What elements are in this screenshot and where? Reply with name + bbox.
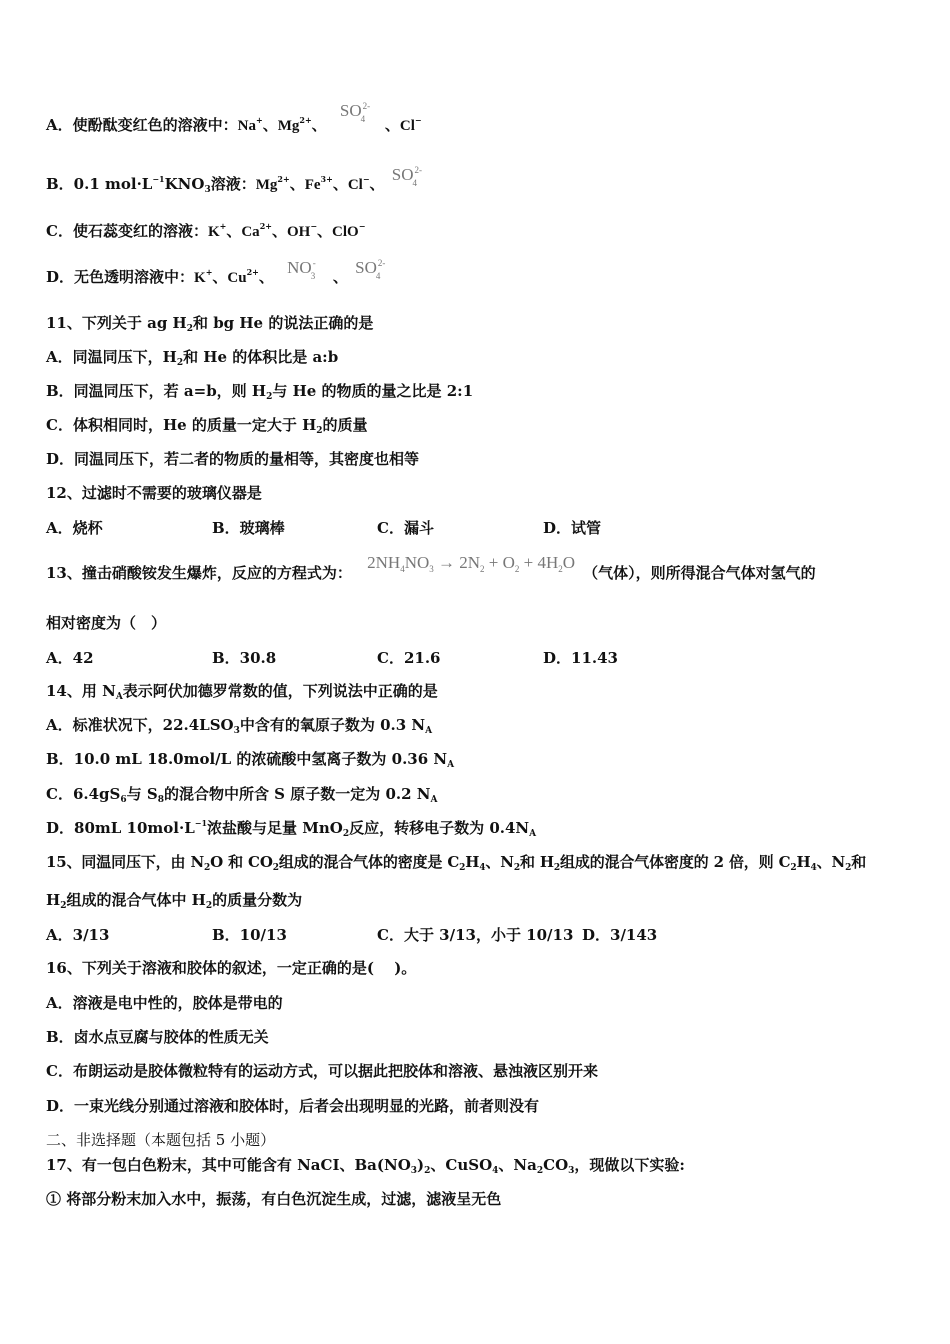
q13-option-a: A．42	[46, 649, 94, 667]
q17-stem: 17、有一包白色粉末，其中可能含有 NaCI、$Ba(NO_3)_2$、CuSO$_4$、$Na_2CO_3$，现做以下实验:	[46, 1156, 685, 1176]
q14-option-c: C．$6.4gS_6$与 $S_8$的混合物中所含 S 原子数一定为 0.2 $N_A$	[46, 785, 438, 805]
q14-option-a: A．标准状况下，$22.4LSO_3$中含有的氧原子数为 0.3 $N_A$	[46, 716, 433, 736]
q15-stem-cont: $H_2$组成的混合气体中 $H_2$的质量分数为	[46, 891, 303, 911]
q17-step-1: ① 将部分粉末加入水中，振荡，有白色沉淀生成，过滤，滤液呈无色	[46, 1190, 502, 1208]
sulfate-formula: SO 2- 4	[391, 165, 423, 188]
q11-option-d: D．同温同压下，若二者的物质的量相等，其密度也相等	[46, 450, 420, 468]
q12-stem: 12、过滤时不需要的玻璃仪器是	[46, 484, 262, 502]
q15-option-c: C．大于 3/13，小于 10/13	[377, 926, 574, 944]
q16-option-c: C．布朗运动是胶体微粒特有的运动方式，可以据此把胶体和溶液、悬浊液区别开来	[46, 1062, 598, 1080]
nitrate-formula: NO - 3	[287, 258, 316, 281]
q11-option-a: A．同温同压下，$H_2$和 He 的体积比是 a:b	[46, 348, 339, 368]
q12-option-c: C．漏斗	[377, 519, 434, 537]
q10-option-b: B．0.1 $mol\cdot L^{-1}KNO_3$溶液：$Mg^{2+}$、$Fe^{3+}$、Cl−、 SO 2- 4	[46, 165, 423, 195]
q16-option-d: D．一束光线分别通过溶液和胶体时，后者会出现明显的光路，前者则没有	[46, 1097, 540, 1115]
q14-option-b: B．10.0 mL 18.0mol/L 的浓硫酸中氢离子数为 0.36 $N_A$	[46, 750, 455, 770]
q11-stem: 11、下列关于 ag $H_2$和 bg He 的说法正确的是	[46, 314, 374, 334]
q13-option-b: B．30.8	[212, 649, 277, 667]
q10-option-a: A．使酚酞变红色的溶液中：Na+、$Mg^{2+}$、 SO 2- 4 、Cl−	[46, 101, 422, 134]
q13-option-d: D．11.43	[543, 649, 618, 667]
q10-option-d: D．无色透明溶液中：K+、$Cu^{2+}$、 NO - 3 、 SO 2- 4	[46, 258, 386, 286]
q14-stem: 14、用 $N_A$表示阿伏加德罗常数的值，下列说法中正确的是	[46, 682, 438, 702]
q15-option-a: A．3/13	[46, 926, 110, 944]
q11-option-c: C．体积相同时，He 的质量一定大于 $H_2$的质量	[46, 416, 368, 436]
q13-stem-cont: 相对密度为（ ）	[46, 614, 167, 632]
reaction-equation: $2NH_4NO_3 \to 2N_2 + O_2 + 4H_2O$	[367, 553, 576, 574]
q15-option-b: B．10/13	[212, 926, 287, 944]
sulfate-formula: SO 2- 4	[339, 101, 371, 124]
sulfate-formula: SO 2- 4	[355, 258, 386, 281]
q14-option-d: D．80mL $10mol\cdot L^{-1}$浓盐酸与足量 MnO$_2$反应，转移电子数为 $0.4N_A$	[46, 818, 537, 839]
q12-option-b: B．玻璃棒	[212, 519, 285, 537]
q16-option-a: A．溶液是电中性的，胶体是带电的	[46, 994, 283, 1012]
q16-stem: 16、下列关于溶液和胶体的叙述，一定正确的是( )。	[46, 959, 417, 977]
q12-option-d: D．试管	[543, 519, 602, 537]
q13-stem: 13、撞击硝酸铵发生爆炸，反应的方程式为： $2NH_4NO_3 \to 2N_2 + O_2 + 4H_2O$（气体），则所得混合气体对氢气的	[46, 553, 816, 582]
q13-option-c: C．21.6	[377, 649, 441, 667]
q11-option-b: B．同温同压下，若 a=b，则 $H_2$与 He 的物质的量之比是 2:1	[46, 382, 474, 402]
q15-stem: 15、同温同压下，由 $N_2O$ 和 $CO_2$组成的混合气体的密度是 $C_2H_4$、$N_2$和 $H_2$组成的混合气体密度的 2 倍，则 $C_2H_4$、$N_2$和	[46, 853, 867, 873]
q15-option-d: D．3/143	[582, 926, 658, 944]
q16-option-b: B．卤水点豆腐与胶体的性质无关	[46, 1028, 269, 1046]
section-heading: 二、非选择题（本题包括 5 小题）	[46, 1131, 276, 1149]
q12-option-a: A．烧杯	[46, 519, 103, 537]
q10-option-c: C．使石蕊变红的溶液：K+、$Ca^{2+}$、OH−、ClO−	[46, 221, 366, 240]
